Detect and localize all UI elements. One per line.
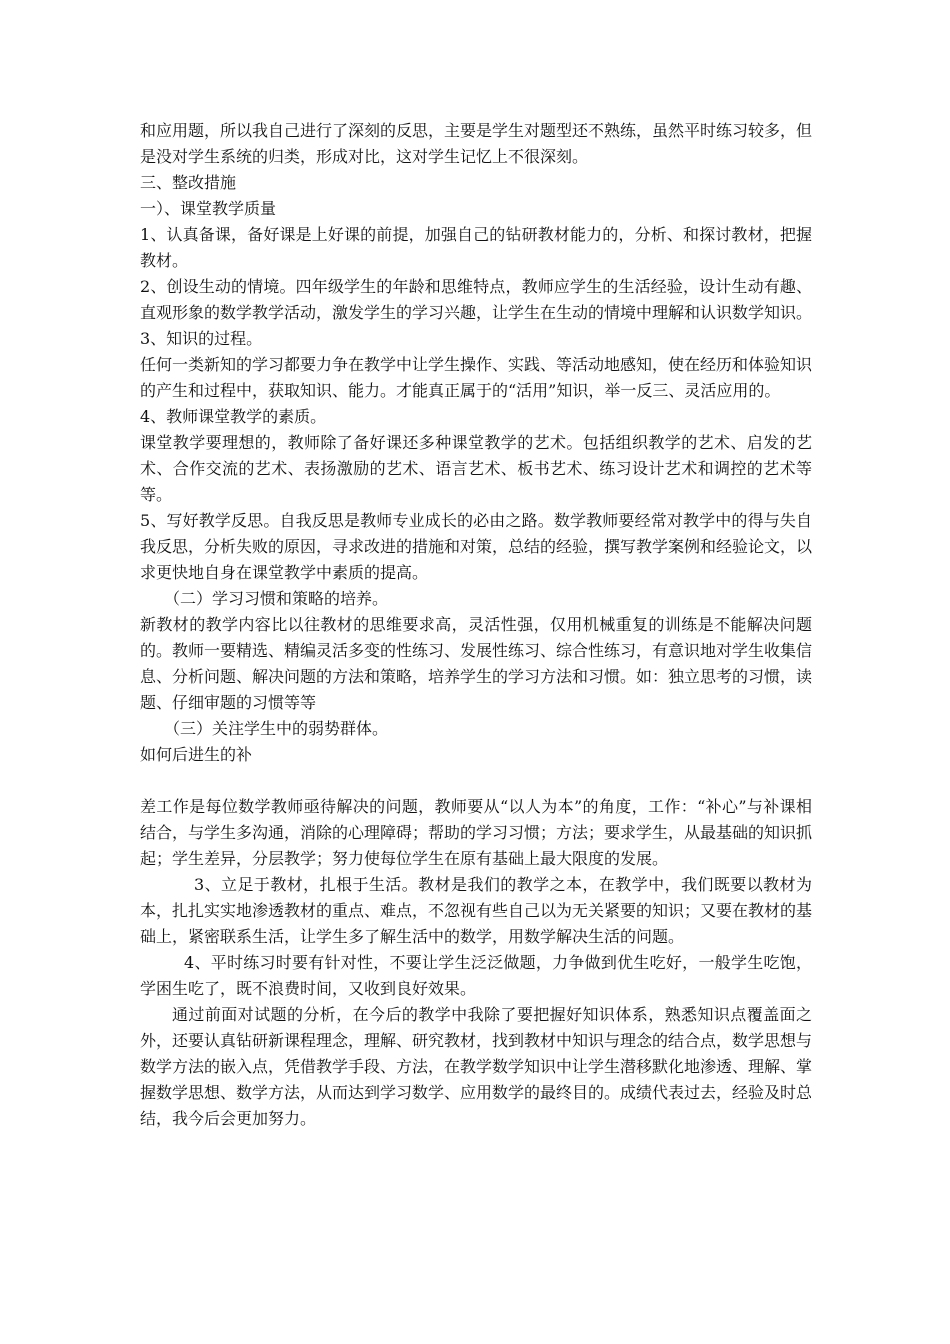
paragraph-item-3-title: 3、知识的过程。 — [140, 329, 263, 348]
paragraph-study-habits-body: 新教材的教学内容比以往教材的思维要求高，灵活性强，仅用机械重复的训练是不能解决问题的。教师一要精选、精编灵活多变的性练习、发展性练习、综合性练习，有意识地对学生收集信息、分析问题、解决问题的方法和策略，培养学生的学习方法和习惯。如：独立思考的习惯，读题、仔细审题的习惯等等 — [140, 615, 813, 712]
paragraph-point-3: 3、立足于教材，扎根于生活。教材是我们的教学之本，在教学中，我们既要以教材为本，扎扎实实地渗透教材的重点、难点，不忽视有些自己以为无关紧要的知识；又要在教材的基础上，紧密联系生活，让学生多了解生活中的数学，用数学解决生活的问题。 — [140, 875, 813, 946]
paragraph-reflection-end: 和应用题，所以我自己进行了深刻的反思，主要是学生对题型还不熟练，虽然平时练习较多，但是没对学生系统的归类，形成对比，这对学生记忆上不很深刻。 — [140, 121, 813, 166]
paragraph-conclusion: 通过前面对试题的分析，在今后的教学中我除了要把握好知识体系，熟悉知识点覆盖面之外，还要认真钻研新课程理念，理解、研究教材，找到教材中知识与理念的结合点，数学思想与数学方法的嵌入点，凭借教学手段、方法，在教学数学知识中让学生潜移默化地渗透、理解、掌握数学思想、数学方法，从而达到学习数学、应用数学的最终目的。成绩代表过去，经验及时总结，我今后会更加努力。 — [140, 1005, 813, 1128]
document-body — [140, 118, 812, 1132]
paragraph-weak-students-intro: 如何后进生的补 — [140, 745, 253, 764]
paragraph-point-4: 4、平时练习时要有针对性，不要让学生泛泛做题，力争做到优生吃好，一般学生吃饱，学困生吃了，既不浪费时间，又收到良好效果。 — [140, 953, 812, 998]
paragraph-weak-students-body: 差工作是每位数学教师亟待解决的问题，教师要从“以人为本”的角度，工作：“补心”与补课相结合，与学生多沟通，消除的心理障碍；帮助的学习习惯；方法；要求学生，从最基础的知识抓起；学生差异，分层教学；努力使每位学生在原有基础上最大限度的发展。 — [140, 797, 813, 868]
paragraph-item-5: 5、写好教学反思。自我反思是教师专业成长的必由之路。数学教师要经常对教学中的得与失自我反思，分析失败的原因，寻求改进的措施和对策，总结的经验，撰写教学案例和经验论文，以求更快地自身在课堂教学中素质的提高。 — [140, 511, 813, 582]
paragraph-item-4-title: 4、教师课堂教学的素质。 — [140, 407, 327, 426]
paragraph-item-4-body: 课堂教学要理想的，教师除了备好课还多种课堂教学的艺术。包括组织教学的艺术、启发的艺术、合作交流的艺术、表扬激励的艺术、语言艺术、板书艺术、练习设计艺术和调控的艺术等等。 — [140, 433, 812, 504]
paragraph-item-3-body: 任何一类新知的学习都要力争在教学中让学生操作、实践、等活动地感知，使在经历和体验知识的产生和过程中，获取知识、能力。才能真正属于的“活用”知识，举一反三、灵活应用的。 — [140, 355, 813, 400]
paragraph-item-2: 2、创设生动的情境。四年级学生的年龄和思维特点，教师应学生的生活经验，设计生动有趣、直观形象的数学教学活动，激发学生的学习兴趣，让学生在生动的情境中理解和认识数学知识。 — [140, 277, 813, 322]
paragraph-item-1: 1、认真备课，备好课是上好课的前提，加强自己的钻研教材能力的，分析、和探讨教材，把握教材。 — [140, 225, 812, 270]
subheading-study-habits: （二）学习习惯和策略的培养。 — [164, 589, 389, 608]
blank-line — [140, 768, 812, 794]
subheading-classroom-quality: 一）、课堂教学质量 — [140, 199, 277, 218]
heading-improvement-measures: 三、整改措施 — [140, 173, 237, 192]
subheading-weak-students: （三）关注学生中的弱势群体。 — [164, 719, 389, 738]
